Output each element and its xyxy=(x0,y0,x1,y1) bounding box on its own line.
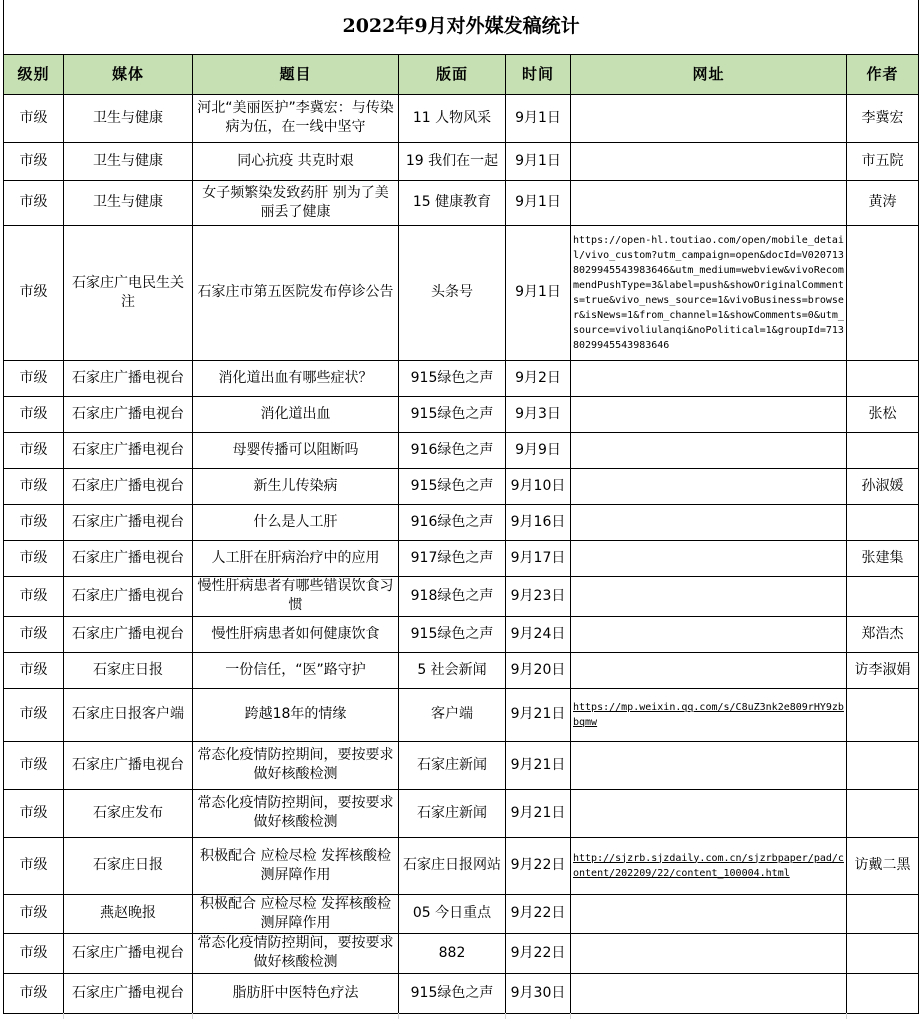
cell-author[interactable] xyxy=(847,576,919,616)
cell-topic[interactable]: 人工肝在肝病治疗中的应用 xyxy=(193,540,399,576)
cell-url[interactable] xyxy=(571,468,847,504)
cell-date[interactable]: 9月1日 xyxy=(506,94,571,142)
cell-author[interactable]: 市五院 xyxy=(847,142,919,180)
cell-topic[interactable]: 新生儿传染病 xyxy=(193,468,399,504)
cell-media[interactable]: 石家庄广播电视台 xyxy=(64,468,193,504)
cell-topic[interactable]: 消化道出血有哪些症状？ xyxy=(193,360,399,396)
cell-author[interactable] xyxy=(847,973,919,1013)
cell-url[interactable] xyxy=(571,225,847,360)
cell-media[interactable]: 石家庄广播电视台 xyxy=(64,540,193,576)
table-row xyxy=(4,142,919,180)
cell-page[interactable]: 915绿色之声 xyxy=(399,973,506,1013)
cell-author[interactable] xyxy=(847,741,919,789)
cell-topic[interactable]: 积极配合 应检尽检 发挥核酸检测屏障作用 xyxy=(193,837,399,894)
cell-media[interactable]: 石家庄广播电视台 xyxy=(64,741,193,789)
table-row xyxy=(4,360,919,396)
table-row xyxy=(4,688,919,741)
cell-author[interactable] xyxy=(847,894,919,933)
header-author[interactable]: 作者 xyxy=(847,54,919,94)
header-date[interactable]: 时间 xyxy=(506,54,571,94)
cell-page[interactable]: 19 我们在一起 xyxy=(399,142,506,180)
cell-topic[interactable]: 脂肪肝中医特色疗法 xyxy=(193,973,399,1013)
cell-topic[interactable]: 常态化疫情防控期间，要按要求做好核酸检测 xyxy=(193,741,399,789)
cell-page[interactable]: 916绿色之声 xyxy=(399,432,506,468)
cell-page[interactable]: 石家庄日报网站 xyxy=(399,837,506,894)
cell-page[interactable]: 石家庄新闻 xyxy=(399,789,506,837)
cell-date[interactable]: 9月21日 xyxy=(506,741,571,789)
cell-date[interactable]: 9月24日 xyxy=(506,616,571,652)
cell-topic[interactable]: 常态化疫情防控期间，要按要求做好核酸检测 xyxy=(193,933,399,973)
cell-level[interactable]: 市级 xyxy=(4,933,64,973)
cell-page[interactable]: 05 今日重点 xyxy=(399,894,506,933)
cell-page[interactable]: 918绿色之声 xyxy=(399,576,506,616)
cell-level[interactable]: 市级 xyxy=(4,576,64,616)
cell-url[interactable] xyxy=(571,973,847,1013)
cell-media[interactable]: 石家庄广电民生关注 xyxy=(64,225,193,360)
cell-page[interactable]: 915绿色之声 xyxy=(399,396,506,432)
cell-date[interactable]: 9月1日 xyxy=(506,180,571,225)
cell-url[interactable] xyxy=(571,180,847,225)
cell-media[interactable]: 石家庄日报 xyxy=(64,652,193,688)
table-row xyxy=(4,616,919,652)
cell-author[interactable] xyxy=(847,225,919,360)
cell-level[interactable]: 市级 xyxy=(4,468,64,504)
cell-url[interactable] xyxy=(571,142,847,180)
cell-url[interactable] xyxy=(571,576,847,616)
table-row xyxy=(4,933,919,973)
cell-level[interactable]: 市级 xyxy=(4,225,64,360)
cell-url[interactable] xyxy=(571,616,847,652)
table-row xyxy=(4,540,919,576)
cell-date[interactable]: 9月3日 xyxy=(506,396,571,432)
gridline xyxy=(846,1013,847,1019)
table-row xyxy=(4,973,919,1013)
gridline xyxy=(398,1013,399,1019)
cell-level[interactable]: 市级 xyxy=(4,94,64,142)
cell-page[interactable]: 15 健康教育 xyxy=(399,180,506,225)
cell-author[interactable] xyxy=(847,360,919,396)
cell-url[interactable] xyxy=(571,540,847,576)
cell-author[interactable]: 访戴二黑 xyxy=(847,837,919,894)
cell-page[interactable]: 915绿色之声 xyxy=(399,468,506,504)
cell-author[interactable]: 李冀宏 xyxy=(847,94,919,142)
cell-author[interactable] xyxy=(847,933,919,973)
cell-topic[interactable]: 母婴传播可以阻断吗 xyxy=(193,432,399,468)
cell-date[interactable]: 9月17日 xyxy=(506,540,571,576)
cell-url[interactable] xyxy=(571,894,847,933)
cell-url[interactable] xyxy=(571,504,847,540)
table-row xyxy=(4,468,919,504)
cell-url[interactable] xyxy=(571,360,847,396)
cell-media[interactable]: 石家庄日报 xyxy=(64,837,193,894)
url-link[interactable]: http://sjzrb.sjzdaily.com.cn/sjzrbpaper/pad/content/202209/22/content_100004.html xyxy=(573,852,844,879)
cell-date[interactable]: 9月21日 xyxy=(506,688,571,741)
table-row xyxy=(4,94,919,142)
cell-media[interactable]: 燕赵晚报 xyxy=(64,894,193,933)
cell-url[interactable] xyxy=(571,652,847,688)
cell-media[interactable]: 石家庄发布 xyxy=(64,789,193,837)
cell-media[interactable]: 石家庄广播电视台 xyxy=(64,432,193,468)
cell-date[interactable]: 9月16日 xyxy=(506,504,571,540)
cell-author[interactable]: 孙淑媛 xyxy=(847,468,919,504)
cell-date[interactable]: 9月21日 xyxy=(506,789,571,837)
cell-level[interactable]: 市级 xyxy=(4,432,64,468)
cell-level[interactable]: 市级 xyxy=(4,688,64,741)
cell-date[interactable]: 9月1日 xyxy=(506,225,571,360)
url-text: https://open-hl.toutiao.com/open/mobile_detail/vivo_custom?utm_campaign=open&docId=V0207138029945543983646&utm_medium=webview&vivoRecommendPushType=3&label=push&showOriginalComments=true&vivo_news_source=1&vivoBusiness=browser&isNews=1&from_channel=1&showComments=0&utm_source=vivoliulanqi&noPolitical=1&groupId=7138029945543983646 xyxy=(573,234,844,351)
table-row xyxy=(4,652,919,688)
cell-date[interactable]: 9月23日 xyxy=(506,576,571,616)
table-row xyxy=(4,180,919,225)
url-link[interactable]: https://mp.weixin.qq.com/s/C8uZ3nk2e809rHY9zbbqmw xyxy=(573,701,844,728)
cell-url[interactable] xyxy=(571,688,847,741)
cell-topic[interactable]: 同心抗疫 共克时艰 xyxy=(193,142,399,180)
cell-topic[interactable]: 女子频繁染发致药肝 别为了美丽丢了健康 xyxy=(193,180,399,225)
cell-media[interactable]: 石家庄广播电视台 xyxy=(64,360,193,396)
gridline xyxy=(63,1013,64,1019)
cell-page[interactable]: 882 xyxy=(399,933,506,973)
cell-page[interactable]: 5 社会新闻 xyxy=(399,652,506,688)
cell-topic[interactable]: 常态化疫情防控期间，要按要求做好核酸检测 xyxy=(193,789,399,837)
cell-author[interactable]: 访李淑娟 xyxy=(847,652,919,688)
cell-date[interactable]: 9月9日 xyxy=(506,432,571,468)
cell-url[interactable] xyxy=(571,789,847,837)
cell-topic[interactable]: 一份信任，“医”路守护 xyxy=(193,652,399,688)
gridline xyxy=(570,1013,571,1019)
header-row xyxy=(4,54,919,94)
cell-url[interactable] xyxy=(571,396,847,432)
cell-author[interactable]: 张建集 xyxy=(847,540,919,576)
cell-date[interactable]: 9月22日 xyxy=(506,837,571,894)
header-page[interactable]: 版面 xyxy=(399,54,506,94)
cell-url[interactable] xyxy=(571,432,847,468)
cell-date[interactable]: 9月1日 xyxy=(506,142,571,180)
cell-level[interactable]: 市级 xyxy=(4,973,64,1013)
header-media[interactable]: 媒体 xyxy=(64,54,193,94)
cell-page[interactable]: 石家庄新闻 xyxy=(399,741,506,789)
cell-level[interactable]: 市级 xyxy=(4,180,64,225)
cell-topic[interactable]: 跨越18年的情缘 xyxy=(193,688,399,741)
sheet-title: 2022年9月对外媒发稿统计 xyxy=(4,0,919,54)
cell-page[interactable]: 11 人物风采 xyxy=(399,94,506,142)
cell-page[interactable]: 头条号 xyxy=(399,225,506,360)
cell-topic[interactable]: 积极配合 应检尽检 发挥核酸检测屏障作用 xyxy=(193,894,399,933)
table-row xyxy=(4,789,919,837)
cell-media[interactable]: 卫生与健康 xyxy=(64,142,193,180)
cell-page[interactable]: 客户端 xyxy=(399,688,506,741)
cell-media[interactable]: 石家庄广播电视台 xyxy=(64,616,193,652)
header-topic[interactable]: 题目 xyxy=(193,54,399,94)
cell-url[interactable] xyxy=(571,741,847,789)
cell-topic[interactable]: 慢性肝病患者如何健康饮食 xyxy=(193,616,399,652)
cell-level[interactable]: 市级 xyxy=(4,789,64,837)
cell-level[interactable]: 市级 xyxy=(4,504,64,540)
cell-page[interactable]: 915绿色之声 xyxy=(399,616,506,652)
cell-author[interactable] xyxy=(847,504,919,540)
table-row xyxy=(4,432,919,468)
table-row xyxy=(4,741,919,789)
gridline xyxy=(192,1013,193,1019)
title-row xyxy=(4,0,919,54)
statistics-table xyxy=(3,0,919,1014)
header-level[interactable]: 级别 xyxy=(4,54,64,94)
cell-date[interactable]: 9月22日 xyxy=(506,933,571,973)
table-row xyxy=(4,225,919,360)
cell-topic[interactable]: 什么是人工肝 xyxy=(193,504,399,540)
cell-date[interactable]: 9月30日 xyxy=(506,973,571,1013)
cell-page[interactable]: 915绿色之声 xyxy=(399,360,506,396)
table-row xyxy=(4,894,919,933)
cell-url[interactable] xyxy=(571,837,847,894)
cell-topic[interactable]: 消化道出血 xyxy=(193,396,399,432)
cell-media[interactable]: 石家庄广播电视台 xyxy=(64,576,193,616)
cell-date[interactable]: 9月10日 xyxy=(506,468,571,504)
cell-media[interactable]: 石家庄广播电视台 xyxy=(64,396,193,432)
cell-level[interactable]: 市级 xyxy=(4,142,64,180)
cell-level[interactable]: 市级 xyxy=(4,894,64,933)
cell-level[interactable]: 市级 xyxy=(4,741,64,789)
cell-author[interactable] xyxy=(847,432,919,468)
cell-level[interactable]: 市级 xyxy=(4,360,64,396)
cell-date[interactable]: 9月20日 xyxy=(506,652,571,688)
cell-level[interactable]: 市级 xyxy=(4,616,64,652)
cell-date[interactable]: 9月22日 xyxy=(506,894,571,933)
cell-media[interactable]: 卫生与健康 xyxy=(64,94,193,142)
gridline xyxy=(505,1013,506,1019)
table-row xyxy=(4,576,919,616)
cell-level[interactable]: 市级 xyxy=(4,540,64,576)
cell-level[interactable]: 市级 xyxy=(4,652,64,688)
table-body xyxy=(4,94,919,1013)
cell-level[interactable]: 市级 xyxy=(4,396,64,432)
cell-level[interactable]: 市级 xyxy=(4,837,64,894)
table-row xyxy=(4,396,919,432)
cell-media[interactable]: 石家庄广播电视台 xyxy=(64,933,193,973)
header-url[interactable]: 网址 xyxy=(571,54,847,94)
cell-author[interactable]: 张松 xyxy=(847,396,919,432)
table-row xyxy=(4,504,919,540)
cell-media[interactable]: 卫生与健康 xyxy=(64,180,193,225)
cell-topic[interactable]: 石家庄市第五医院发布停诊公告 xyxy=(193,225,399,360)
cell-author[interactable]: 郑浩杰 xyxy=(847,616,919,652)
cell-topic[interactable]: 慢性肝病患者有哪些错误饮食习惯 xyxy=(193,576,399,616)
cell-url[interactable] xyxy=(571,933,847,973)
cell-url[interactable] xyxy=(571,94,847,142)
table-row xyxy=(4,837,919,894)
cell-page[interactable]: 917绿色之声 xyxy=(399,540,506,576)
cell-date[interactable]: 9月2日 xyxy=(506,360,571,396)
cell-media[interactable]: 石家庄广播电视台 xyxy=(64,504,193,540)
cell-topic[interactable]: 河北“美丽医护”李冀宏：与传染病为伍，在一线中坚守 xyxy=(193,94,399,142)
cell-page[interactable]: 916绿色之声 xyxy=(399,504,506,540)
cell-media[interactable]: 石家庄日报客户端 xyxy=(64,688,193,741)
cell-media[interactable]: 石家庄广播电视台 xyxy=(64,973,193,1013)
cell-author[interactable] xyxy=(847,688,919,741)
cell-author[interactable] xyxy=(847,789,919,837)
cell-author[interactable]: 黄涛 xyxy=(847,180,919,225)
